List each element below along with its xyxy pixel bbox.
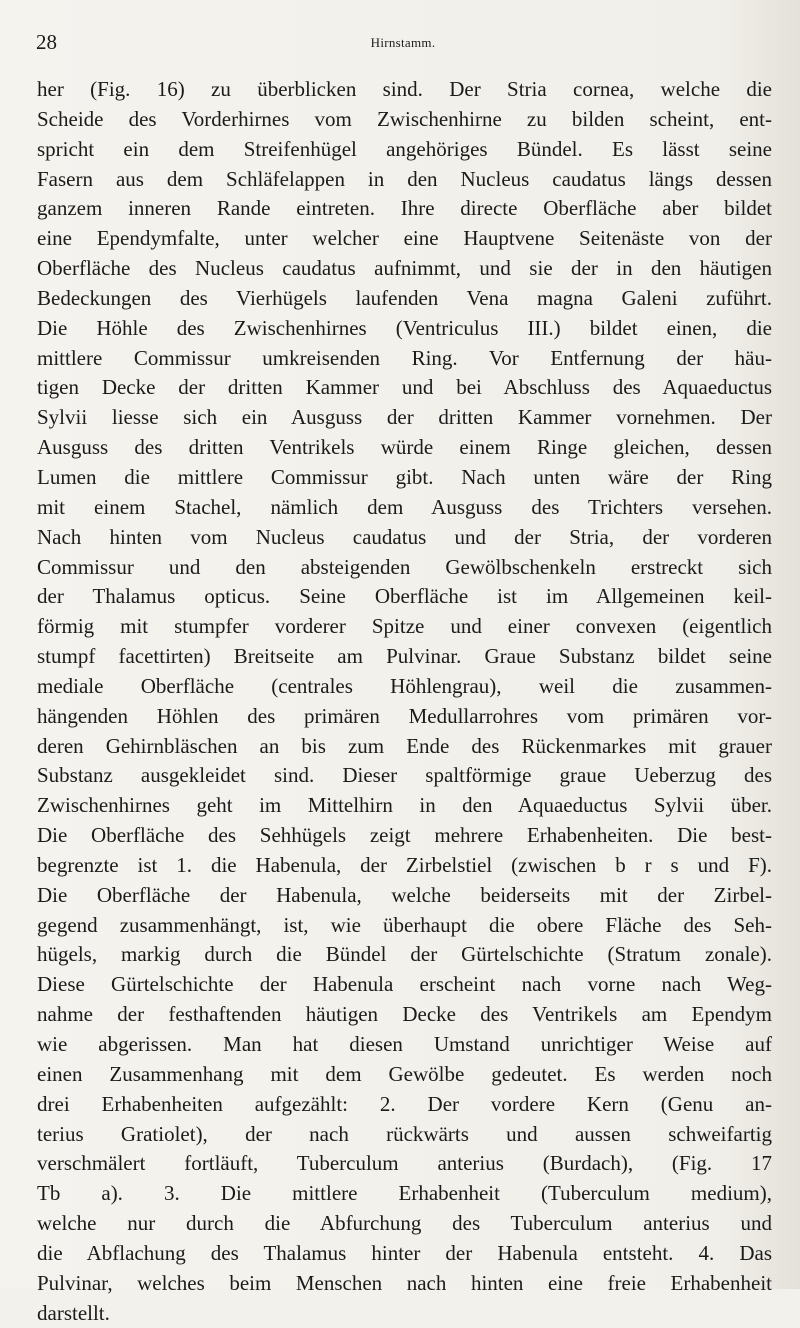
text-line: Die Höhle des Zwischenhirnes (Ventriculus III.) bildet einen, die xyxy=(37,315,772,340)
text-line: Scheide des Vorderhirnes vom Zwischenhirne zu bilden scheint, ent- xyxy=(37,106,772,131)
text-line: terius Gratiolet), der nach rückwärts und aussen schweifartig xyxy=(37,1121,772,1146)
text-line: drei Erhabenheiten aufgezählt: 2. Der vordere Kern (Genu an- xyxy=(37,1091,772,1116)
text-line: hängenden Höhlen des primären Medullarrohres vom primären vor- xyxy=(37,703,772,728)
text-line: einen Zusammenhang mit dem Gewölbe gedeutet. Es werden noch xyxy=(37,1061,772,1086)
text-line: Nach hinten vom Nucleus caudatus und der Stria, der vorderen xyxy=(37,524,772,549)
text-line: tigen Decke der dritten Kammer und bei Abschluss des Aquaeductus xyxy=(37,375,772,400)
text-line: Zwischenhirnes geht im Mittelhirn in den Aquaeductus Sylvii über. xyxy=(37,793,772,818)
text-line: Die Oberfläche der Habenula, welche beiderseits mit der Zirbel- xyxy=(37,882,772,907)
running-title: Hirnstamm. xyxy=(370,35,436,50)
text-line: mittlere Commissur umkreisenden Ring. Vor Entfernung der häu- xyxy=(37,345,772,370)
text-line: Diese Gürtelschichte der Habenula erscheint nach vorne nach Weg- xyxy=(37,972,772,997)
text-line: hügels, markig durch die Bündel der Gürtelschichte (Stratum zonale). xyxy=(37,942,772,967)
text-line: mit einem Stachel, nämlich dem Ausguss des Trichters versehen. xyxy=(37,494,772,519)
text-line: Substanz ausgekleidet sind. Dieser spaltförmige graue Ueberzug des xyxy=(37,763,772,788)
text-line: her (Fig. 16) zu überblicken sind. Der Stria cornea, welche die xyxy=(37,77,772,101)
text-line: Oberfläche des Nucleus caudatus aufnimmt, und sie der in den häutigen xyxy=(37,256,772,281)
text-line: begrenzte ist 1. die Habenula, der Zirbelstiel (zwischen b r s und F). xyxy=(37,852,772,877)
text-line: verschmälert fortläuft, Tuberculum anterius (Burdach), (Fig. 17 xyxy=(37,1151,772,1176)
text-line: welche nur durch die Abfurchung des Tuberculum anterius und xyxy=(37,1211,772,1236)
text-line: wie abgerissen. Man hat diesen Umstand unrichtiger Weise auf xyxy=(37,1032,772,1056)
text-line: eine Ependymfalte, unter welcher eine Hauptvene Seitenäste von der xyxy=(37,226,772,251)
text-line: die Abflachung des Thalamus hinter der Habenula entsteht. 4. Das xyxy=(37,1240,772,1265)
text-line: Ausguss des dritten Ventrikels würde einem Ringe gleichen, dessen xyxy=(37,435,772,460)
text-line: der Thalamus opticus. Seine Oberfläche ist im Allgemeinen keil- xyxy=(37,584,772,609)
text-line: ganzem inneren Rande eintreten. Ihre directe Oberfläche aber bildet xyxy=(37,196,772,221)
text-line: gegend zusammenhängt, ist, wie überhaupt die obere Fläche des Seh- xyxy=(37,912,772,937)
text-line: darstellt. xyxy=(37,1300,110,1325)
page-header xyxy=(36,30,770,56)
text-line: Bedeckungen des Vierhügels laufenden Vena magna Galeni zuführt. xyxy=(37,285,772,310)
text-line: deren Gehirnbläschen an bis zum Ende des Rückenmarkes mit grauer xyxy=(37,733,772,758)
text-line: Sylvii liesse sich ein Ausguss der dritten Kammer vornehmen. Der xyxy=(37,405,772,430)
text-line: Die Oberfläche des Sehhügels zeigt mehrere Erhabenheiten. Die best- xyxy=(37,823,772,848)
text-line: förmig mit stumpfer vorderer Spitze und einer convexen (eigentlich xyxy=(37,614,772,639)
text-line: Lumen die mittlere Commissur gibt. Nach unten wäre der Ring xyxy=(37,464,772,489)
text-line: stumpf facettirten) Breitseite am Pulvinar. Graue Substanz bildet seine xyxy=(37,644,772,669)
text-line: Commissur und den absteigenden Gewölbschenkeln erstreckt sich xyxy=(37,554,772,579)
text-line: Pulvinar, welches beim Menschen nach hinten eine freie Erhabenheit xyxy=(37,1270,772,1295)
text-line: nahme der festhaftenden häutigen Decke des Ventrikels am Ependym xyxy=(37,1002,772,1027)
body-text xyxy=(37,75,772,1328)
text-line: Fasern aus dem Schläfelappen in den Nucleus caudatus längs dessen xyxy=(37,166,772,191)
page-number: 28 xyxy=(36,30,57,54)
text-line: spricht ein dem Streifenhügel angehöriges Bündel. Es lässt seine xyxy=(37,136,772,161)
text-line: mediale Oberfläche (centrales Höhlengrau), weil die zusammen- xyxy=(37,673,772,698)
text-line: Tb a). 3. Die mittlere Erhabenheit (Tuberculum medium), xyxy=(37,1181,772,1206)
